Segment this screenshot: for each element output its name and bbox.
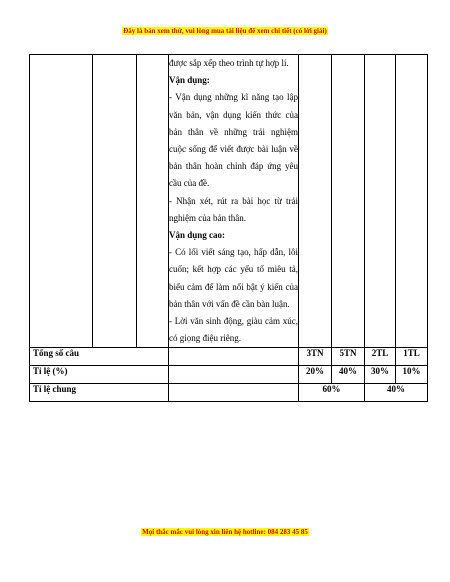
description-line: - Vận dụng những kĩ năng tạo lập văn bản, vận dụng kiến thức của bản thân về những trải nghiệm cuộc sống để viết được bài luận về bản thân hoàn chỉnh đáp ứng yêu cầu của đề. bbox=[169, 92, 298, 189]
preview-notice-text: Đây là bản xem thử, vui lòng mua tài liệu để xem chi tiết (có lời giải) bbox=[123, 27, 327, 35]
ratio-value: 10% bbox=[396, 366, 428, 384]
empty-cell bbox=[30, 55, 93, 348]
empty-cell bbox=[169, 348, 299, 366]
ratio-value: 20% bbox=[299, 366, 332, 384]
ratio-value: 30% bbox=[365, 366, 396, 384]
hotline-notice bbox=[0, 528, 450, 536]
level-heading-apply: Vận dụng: bbox=[169, 75, 210, 86]
total-value: 2TL bbox=[365, 348, 396, 366]
ratio-value: 40% bbox=[332, 366, 365, 384]
empty-cell bbox=[396, 55, 428, 348]
empty-cell bbox=[299, 55, 332, 348]
overall-ratio-label: Tỉ lệ chung bbox=[30, 384, 169, 402]
preview-notice bbox=[0, 27, 450, 35]
assessment-matrix-table bbox=[29, 54, 428, 402]
requirement-description-cell bbox=[169, 55, 299, 348]
total-value: 3TN bbox=[299, 348, 332, 366]
empty-cell bbox=[137, 55, 169, 348]
description-line: được sắp xếp theo trình tự hợp lí. bbox=[169, 58, 289, 68]
level-heading-advanced: Vận dụng cao: bbox=[169, 230, 226, 241]
overall-ratio-value: 40% bbox=[365, 384, 428, 402]
empty-cell bbox=[332, 55, 365, 348]
description-line: - Có lối viết sáng tạo, hấp dẫn, lôi cuốn; kết hợp các yếu tố miêu tả, biểu cảm để làm nổi bật ý kiến của bản thân với vấn đề cần bàn luận. bbox=[169, 247, 298, 309]
total-value: 1TL bbox=[396, 348, 428, 366]
empty-cell bbox=[169, 384, 299, 402]
total-value: 5TN bbox=[332, 348, 365, 366]
empty-cell bbox=[169, 366, 299, 384]
empty-cell bbox=[365, 55, 396, 348]
overall-ratio-value: 60% bbox=[299, 384, 365, 402]
overall-ratio-row bbox=[30, 384, 428, 402]
total-questions-label: Tổng số câu bbox=[30, 348, 169, 366]
description-line: - Nhận xét, rút ra bài học từ trải nghiệm của bản thân. bbox=[169, 195, 298, 223]
hotline-notice-text: Mọi thắc mắc vui lòng xin liên hệ hotline: 084 283 45 85 bbox=[142, 528, 308, 536]
ratio-row bbox=[30, 366, 428, 384]
empty-cell bbox=[93, 55, 137, 348]
content-row bbox=[30, 55, 428, 348]
ratio-label: Tỉ lệ (%) bbox=[30, 366, 169, 384]
total-questions-row bbox=[30, 348, 428, 366]
description-line: - Lời văn sinh động, giàu cảm xúc, có giọng điệu riêng. bbox=[169, 316, 298, 344]
